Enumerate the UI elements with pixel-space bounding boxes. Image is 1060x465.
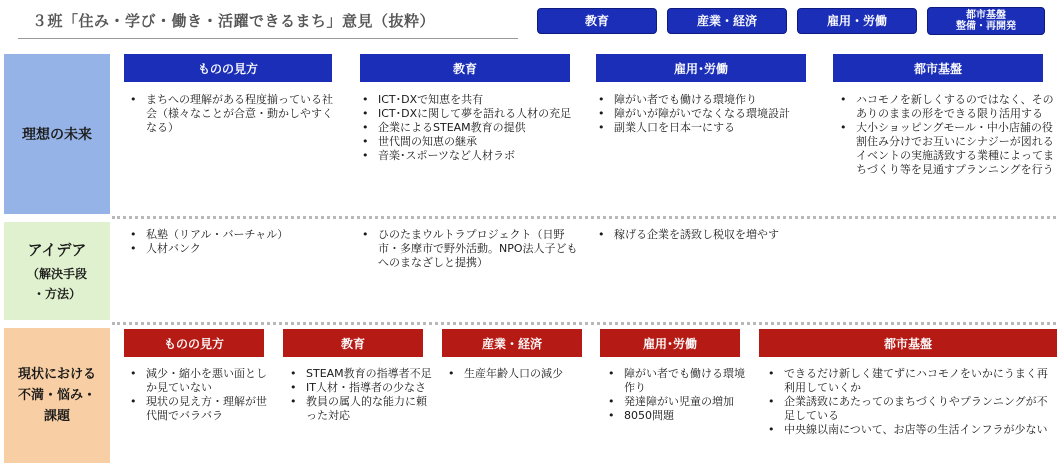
list-item: • ICT･DXで知恵を共有 (356, 93, 580, 107)
list-item: • できるだけ新しく建てずにハコモノをいかにうまく再利用していくか (762, 367, 1056, 395)
list-item: • ひのたまウルトラプロジェクト（日野市・多摩市で野外活動。NPO法人子どもへのまなざしと提携） (356, 228, 580, 270)
ideal-education-list (356, 93, 580, 163)
list-item: • 企業によるSTEAM教育の提供 (356, 121, 580, 135)
tag-urban-infrastructure[interactable] (927, 7, 1045, 35)
idea-viewpoint-list (124, 228, 338, 256)
row-label-current-line3: 課題 (43, 409, 70, 424)
list-item: • 中央線以南について、お店等の生活インフラが少ない (762, 423, 1056, 437)
page-title: ３班「住み・学び・働き・活躍できるまち」意見（抜粋） (32, 12, 436, 30)
tag-urban-infrastructure-line2: 整備・再開発 (956, 21, 1016, 32)
current-header-industry: 産業・経済 (442, 329, 582, 357)
ideal-urban-list (834, 93, 1056, 177)
list-item: • 企業誘致にあたってのまちづくりやプランニングが不足している (762, 395, 1056, 423)
row-separator (112, 322, 1056, 325)
row-label-idea-sub2: ・方法） (32, 286, 81, 301)
row-separator (112, 216, 1056, 219)
idea-employment-list (592, 228, 818, 242)
row-label-current-issues (4, 328, 110, 463)
ideal-viewpoint-list (124, 93, 338, 135)
current-viewpoint-list (124, 367, 270, 423)
list-item: • 大小ショッピングモール・中小店舗の役割住み分けでお互いにシナジーが図れるイベントの実施誘致する業種によってまちづくり等を見通すプランニングを行う (834, 121, 1056, 177)
list-item: • 障がいが障がいでなくなる環境設計 (592, 107, 818, 121)
list-item: • 音楽･スポーツなど人材ラボ (356, 149, 580, 163)
list-item: • ハコモノを新しくするのではなく、そのありのままの形をできる限り活用する (834, 93, 1056, 121)
current-urban-list (762, 367, 1056, 437)
current-education-list (284, 367, 434, 423)
current-header-urban: 都市基盤 (759, 329, 1057, 357)
title-underline (18, 38, 518, 39)
ideal-header-employment: 雇用･労働 (596, 54, 806, 82)
tag-urban-infrastructure-line1: 都市基盤 (966, 10, 1006, 21)
current-header-viewpoint: ものの見方 (124, 329, 264, 357)
list-item: • まちへの理解がある程度揃っている社会（様々なことが合意・動かしやすくなる） (124, 93, 338, 135)
list-item: • 人材バンク (124, 242, 338, 256)
list-item: • 発達障がい児童の増加 (602, 395, 748, 409)
row-label-idea (4, 222, 110, 320)
row-label-ideal-text: 理想の未来 (22, 127, 92, 143)
row-label-current-line1: 現状における (17, 367, 96, 382)
tag-education[interactable]: 教育 (537, 8, 657, 34)
list-item: • IT人材・指導者の少なさ (284, 381, 434, 395)
list-item: • 副業人口を日本一にする (592, 121, 818, 135)
current-industry-list (442, 367, 592, 381)
row-label-idea-sub1: （解決手段 (26, 266, 87, 281)
list-item: • 8050問題 (602, 409, 748, 423)
ideal-header-viewpoint: ものの見方 (124, 54, 332, 82)
list-item: • 稼げる企業を誘致し税収を増やす (592, 228, 818, 242)
ideal-header-education: 教育 (360, 54, 570, 82)
row-label-idea-main: アイデア (27, 240, 87, 259)
list-item: • 現状の見え方・理解が世代間でバラバラ (124, 395, 270, 423)
current-header-education: 教育 (283, 329, 423, 357)
list-item: • 世代間の知恵の継承 (356, 135, 580, 149)
list-item: • 障がい者でも働ける環境作り (602, 367, 748, 395)
tag-employment-labor[interactable]: 雇用・労働 (797, 8, 917, 34)
list-item: • 障がい者でも働ける環境作り (592, 93, 818, 107)
current-header-employment: 雇用･労働 (600, 329, 740, 357)
idea-education-list (356, 228, 580, 270)
row-label-ideal-future (4, 54, 110, 214)
list-item: • 生産年齢人口の減少 (442, 367, 592, 381)
ideal-employment-list (592, 93, 818, 135)
ideal-header-urban: 都市基盤 (833, 54, 1043, 82)
list-item: • ICT･DXに関して夢を語れる人材の充足 (356, 107, 580, 121)
current-employment-list (602, 367, 748, 423)
tag-industry-economy[interactable]: 産業・経済 (667, 8, 787, 34)
list-item: • 教員の属人的な能力に頼った対応 (284, 395, 434, 423)
list-item: • 私塾（リアル・バーチャル） (124, 228, 338, 242)
row-label-current-line2: 不満・悩み・ (17, 388, 96, 403)
list-item: • STEAM教育の指導者不足 (284, 367, 434, 381)
list-item: • 減少・縮小を悪い面としか見ていない (124, 367, 270, 395)
